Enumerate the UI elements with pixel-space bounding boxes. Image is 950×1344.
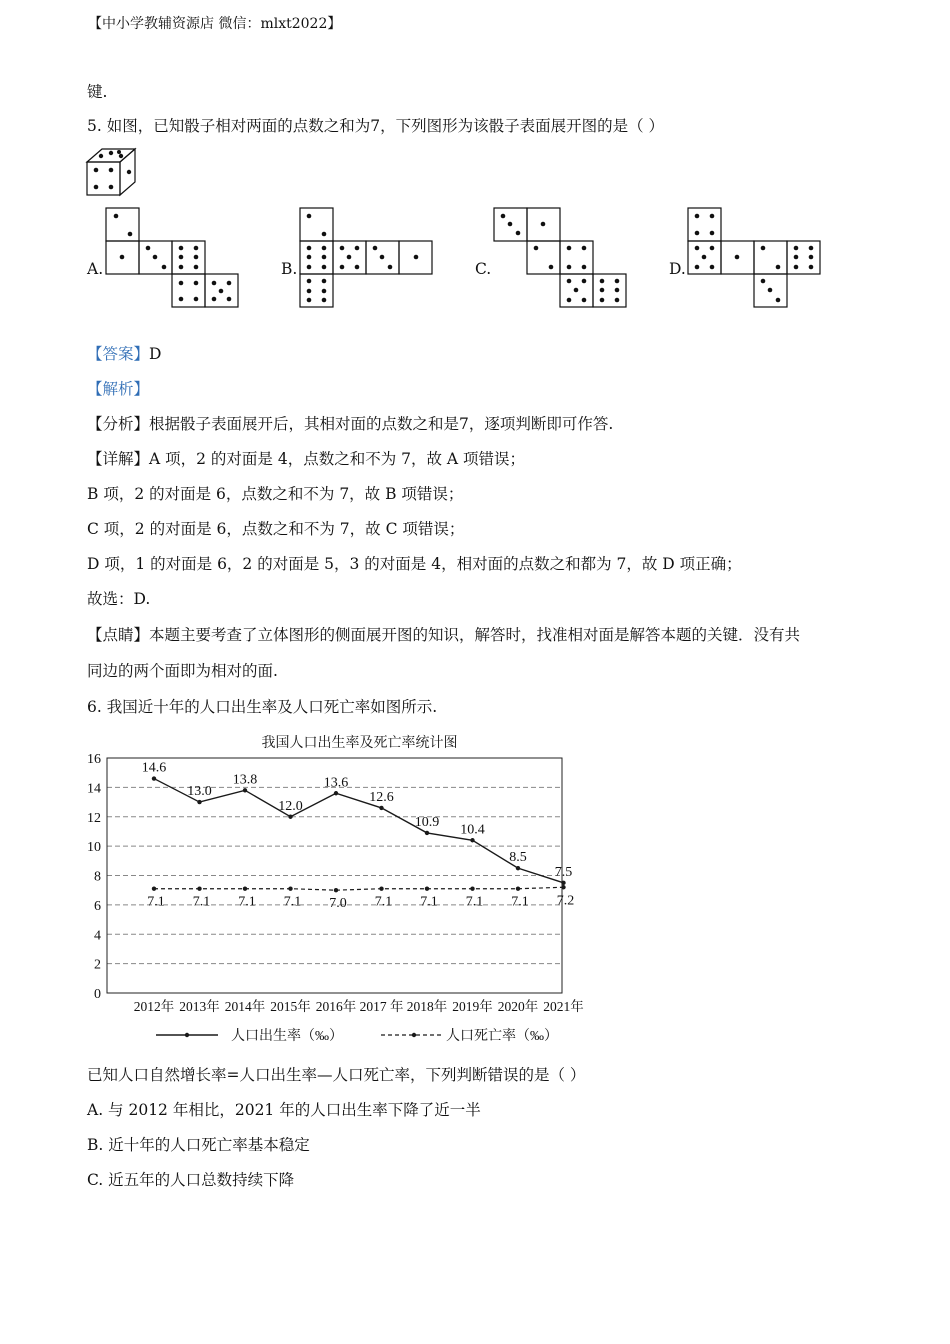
birth-rate-point [197,800,201,804]
death-rate-point [379,887,383,891]
death-rate-label: 7.1 [511,894,529,910]
birth-rate-label: 13.8 [232,772,258,788]
death-rate-label: 7.1 [238,894,256,910]
x-tick-label: 2014年 [224,999,266,1014]
analysis-tag: 【解析】 [87,380,150,398]
option-b-label: B. [281,260,298,278]
birth-rate-point [561,881,565,885]
x-tick-label: 2019年 [452,999,493,1014]
birth-rate-point [243,788,247,792]
death-rate-point [561,885,565,889]
y-tick-label: 8 [94,869,101,885]
death-rate-label: 7.1 [192,894,211,910]
xiangjie-line-choice: 故选：D. [87,590,151,608]
answer-tag: 【答案】 [87,345,150,363]
birth-rate-label: 13.6 [323,775,349,791]
y-tick-label: 14 [87,781,101,797]
q6-option-c: C. 近五年的人口总数持续下降 [87,1171,295,1189]
y-tick-label: 10 [87,840,101,856]
x-tick-label: 2012年 [133,999,175,1014]
birth-rate-label: 12.6 [369,789,394,805]
death-rate-line [154,887,564,890]
fenxi-line [87,414,613,434]
x-tick-label: 2016年 [315,999,357,1014]
q6-stem: 6. 我国近十年的人口出生率及人口死亡率如图所示. [87,698,438,716]
legend-birth-label: 人口出生率（‰） [231,1029,343,1044]
x-tick-label: 2017 年 [359,999,404,1014]
birth-rate-point [470,838,474,842]
death-rate-label: 7.1 [283,894,302,910]
xiangjie-line-c: C 项，2 的对面是 6，点数之和不为 7，故 C 项错误； [87,520,465,538]
q5-stem: 5. 如图，已知骰子相对两面的点数之和为7，下列图形为该骰子表面展开图的是（ ） [87,117,665,135]
answer-value: D [149,345,162,363]
death-rate-point [334,888,338,892]
y-tick-label: 2 [94,957,101,973]
death-rate-label: 7.1 [465,894,484,910]
option-b-net [298,206,438,310]
xiangjie-tag: 【详解】 [87,450,150,468]
dianjing-line-2: 同边的两个面即为相对的面. [87,662,278,680]
birth-rate-point [425,831,429,835]
fenxi-text: 根据骰子表面展开后，其相对面的点数之和是7，逐项判断即可作答. [149,415,614,433]
option-a-label: A. [87,260,104,278]
birth-rate-point [334,791,338,795]
death-rate-label: 7.1 [374,894,393,910]
death-rate-label: 7.2 [556,893,575,909]
birth-rate-line [154,779,564,883]
death-rate-label: 7.1 [147,894,165,910]
birth-rate-label: 10.4 [460,822,485,838]
death-rate-point [288,887,292,891]
y-tick-label: 16 [87,752,101,767]
death-rate-point [425,887,429,891]
birth-rate-label: 13.0 [187,784,212,800]
death-rate-point [516,887,520,891]
death-rate-point [470,887,474,891]
y-tick-label: 12 [87,810,101,826]
birth-rate-label: 8.5 [509,850,527,866]
fenxi-tag: 【分析】 [87,415,150,433]
death-rate-point [197,887,201,891]
birth-rate-label: 10.9 [414,814,440,830]
xiangjie-text-a: A 项，2 的对面是 4，点数之和不为 7，故 A 项错误； [149,450,526,468]
birth-rate-label: 14.6 [141,760,167,776]
x-tick-label: 2018年 [406,999,448,1014]
death-rate-label: 7.0 [329,896,347,912]
birth-rate-label: 12.0 [278,798,303,814]
birth-rate-label: 7.5 [554,864,573,880]
q6-option-a: A. 与 2012 年相比，2021 年的人口出生率下降了近一半 [87,1101,481,1119]
death-rate-point [152,887,156,891]
dianjing-line-1 [87,625,800,645]
page-header: 【中小学教辅资源店 微信：mlxt2022】 [88,16,342,32]
x-tick-label: 2020年 [497,999,539,1014]
y-tick-label: 6 [94,898,101,914]
dianjing-tag: 【点睛】 [87,626,150,644]
legend-birth-marker [185,1033,189,1037]
chart-title: 我国人口出生率及死亡率统计图 [261,736,458,751]
legend-death-label: 人口死亡率（‰） [446,1029,558,1044]
birth-rate-point [152,776,156,780]
death-rate-label: 7.1 [420,894,438,910]
birth-rate-point [516,866,520,870]
dice-3d-figure [84,146,138,198]
option-d-net [686,206,826,310]
birth-rate-point [379,806,383,810]
death-rate-point [243,887,247,891]
previous-text-tail: 键. [87,83,108,101]
option-a-net [104,206,244,310]
birth-rate-point [288,815,292,819]
option-d-label: D. [669,260,686,278]
population-rate-chart [84,728,604,1050]
legend-death-marker [412,1033,416,1037]
xiangjie-line-1 [87,449,525,469]
xiangjie-line-b: B 项，2 的对面是 6，点数之和不为 7，故 B 项错误； [87,485,464,503]
analysis-heading [87,379,149,399]
q6-condition: 已知人口自然增长率=人口出生率—人口死亡率，下列判断错误的是（ ） [87,1066,586,1084]
y-tick-label: 4 [94,928,101,944]
q6-option-b: B. 近十年的人口死亡率基本稳定 [87,1136,310,1154]
answer-line [87,344,161,364]
y-tick-label: 0 [94,987,101,1002]
option-c-net [492,206,632,310]
xiangjie-line-d: D 项，1 的对面是 6，2 的对面是 5，3 的对面是 4，相对面的点数之和都为 7，故 D 项正确； [87,555,742,573]
x-tick-label: 2013年 [179,999,220,1014]
x-tick-label: 2015年 [270,999,311,1014]
dianjing-text-1: 本题主要考查了立体图形的侧面展开图的知识，解答时，找准相对面是解答本题的关键．没有共 [149,626,801,644]
x-tick-label: 2021年 [543,999,584,1014]
option-c-label: C. [475,260,492,278]
